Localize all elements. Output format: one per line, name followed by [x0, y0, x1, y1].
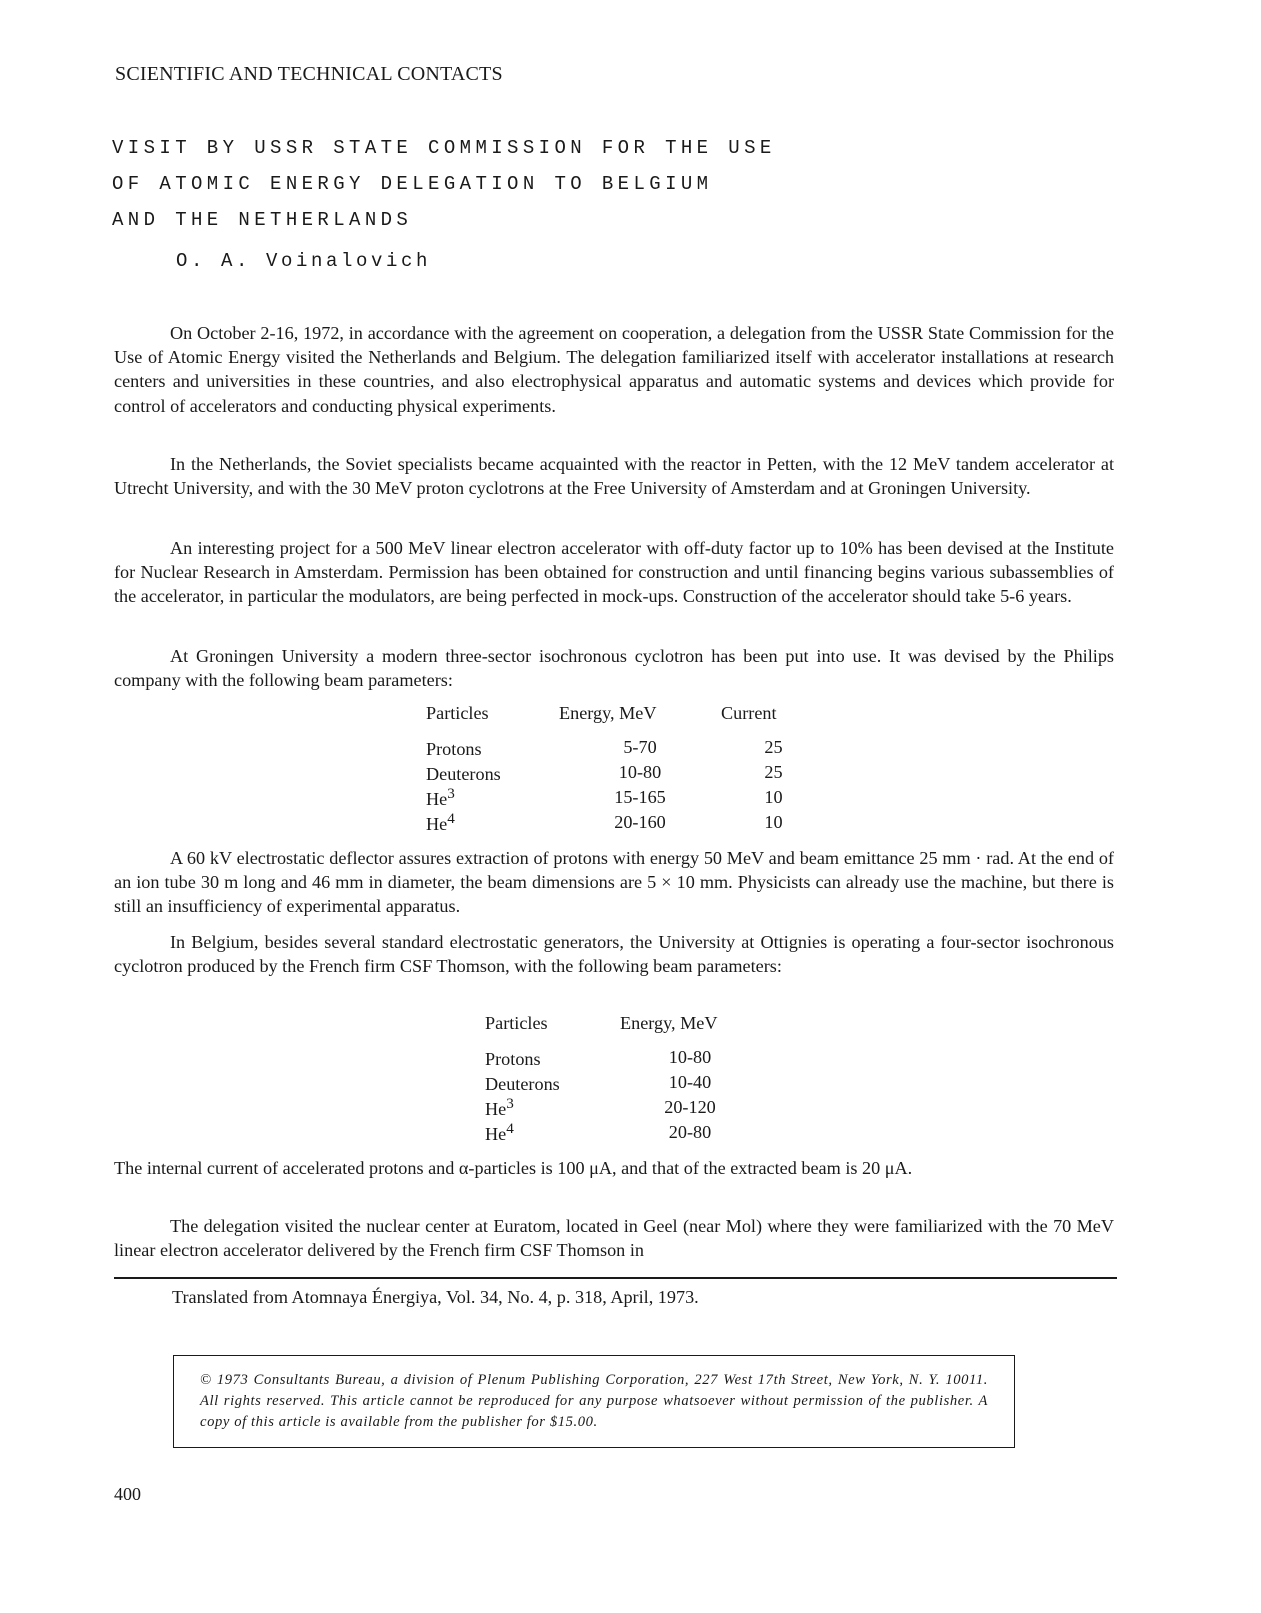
paragraph: In the Netherlands, the Soviet specialists became acquainted with the reactor in Petten, with the 12 MeV tandem accelerator at Utrecht University, and with the 30 MeV proton cyclotrons at the Free University of Amsterdam and at Groningen University.	[114, 454, 1114, 499]
table-row	[426, 760, 826, 785]
article-title	[112, 130, 776, 238]
energy-cell: 10-80	[668, 1047, 712, 1068]
section-heading: SCIENTIFIC AND TECHNICAL CONTACTS	[115, 63, 503, 85]
particle-cell: He$^3$	[485, 1095, 514, 1120]
current-cell: 10	[764, 812, 783, 833]
column-header: Energy, MeV	[620, 1013, 718, 1033]
title-line: OF ATOMIC ENERGY DELEGATION TO BELGIUM	[112, 173, 713, 195]
column-header: Current	[721, 703, 777, 723]
paragraph: The internal current of accelerated protons and α-particles is 100 μA, and that of the extracted beam is 20 μA.	[114, 1158, 913, 1178]
energy-cell: 20-160	[614, 812, 666, 833]
footnote-divider	[114, 1277, 1117, 1279]
table-header-row	[426, 703, 826, 735]
energy-cell: 15-165	[614, 787, 666, 808]
table-row	[426, 785, 826, 810]
table-row	[426, 735, 826, 760]
column-header: Particles	[426, 703, 489, 723]
ottignies-beam-table	[485, 1013, 760, 1145]
particle-cell: Protons	[485, 1049, 541, 1070]
column-header: Energy, MeV	[559, 703, 657, 723]
particle-cell: He$^3$	[426, 785, 455, 810]
groningen-beam-table	[426, 703, 826, 835]
table-row	[485, 1120, 760, 1145]
table-row	[485, 1070, 760, 1095]
energy-cell: 5-70	[623, 737, 657, 758]
energy-cell: 10-80	[618, 762, 662, 783]
energy-cell: 10-40	[668, 1072, 712, 1093]
paragraph: On October 2-16, 1972, in accordance with the agreement on cooperation, a delegation from the USSR State Commission for the Use of Atomic Energy visited the Netherlands and Belgium. The delegation familiarized itself with accelerator installations at research centers and universities in these countries, and also electrophysical apparatus and automatic systems and devices which provide for control of accelerators and conducting physical experiments.	[114, 323, 1114, 416]
particle-cell: Deuterons	[485, 1074, 560, 1095]
current-cell: 25	[764, 737, 783, 758]
paragraph: A 60 kV electrostatic deflector assures extraction of protons with energy 50 MeV and beam emittance 25 mm · rad. At the end of an ion tube 30 m long and 46 mm in diameter, the beam dimensions are 5 × 10 mm. Physicists can already use the machine, but there is still an insufficiency of experimental apparatus.	[114, 848, 1114, 917]
author-name: O. A. Voinalovich	[176, 250, 432, 272]
title-line: VISIT BY USSR STATE COMMISSION FOR THE USE	[112, 137, 776, 159]
translation-note: Translated from Atomnaya Énergiya, Vol. 34, No. 4, p. 318, April, 1973.	[172, 1287, 699, 1307]
energy-cell: 20-120	[664, 1097, 716, 1118]
table-row	[426, 810, 826, 835]
energy-cell: 20-80	[668, 1122, 712, 1143]
table-row	[485, 1045, 760, 1070]
particle-cell: He$^4$	[426, 810, 455, 835]
paragraph: An interesting project for a 500 MeV linear electron accelerator with off-duty factor up to 10% has been devised at the Institute for Nuclear Research in Amsterdam. Permission has been obtained for construction and until financing begins various subassemblies of the accelerator, in particular the modulators, are being perfected in mock-ups. Construction of the accelerator should take 5-6 years.	[114, 538, 1114, 607]
table-row	[485, 1095, 760, 1120]
copyright-notice: © 1973 Consultants Bureau, a division of Plenum Publishing Corporation, 227 West 17th Street, New York, N. Y. 10011. All rights reserved. This article cannot be reproduced for any purpose whatsoever without permission of the publisher. A copy of this article is available from the publisher for $15.00.	[173, 1355, 1015, 1448]
title-line: AND THE NETHERLANDS	[112, 209, 413, 231]
current-cell: 10	[764, 787, 783, 808]
column-header: Particles	[485, 1013, 548, 1033]
paragraph: The delegation visited the nuclear center at Euratom, located in Geel (near Mol) where they were familiarized with the 70 MeV linear electron accelerator delivered by the French firm CSF Thomson in	[114, 1216, 1114, 1261]
paragraph: In Belgium, besides several standard electrostatic generators, the University at Ottignies is operating a four-sector isochronous cyclotron produced by the French firm CSF Thomson, with the following beam parameters:	[114, 932, 1114, 977]
current-cell: 25	[764, 762, 783, 783]
page-number: 400	[114, 1484, 141, 1504]
particle-cell: Deuterons	[426, 764, 501, 785]
particle-cell: He$^4$	[485, 1120, 514, 1145]
particle-cell: Protons	[426, 739, 482, 760]
table-header-row	[485, 1013, 760, 1045]
paragraph: At Groningen University a modern three-sector isochronous cyclotron has been put into use. It was devised by the Philips company with the following beam parameters:	[114, 646, 1114, 691]
